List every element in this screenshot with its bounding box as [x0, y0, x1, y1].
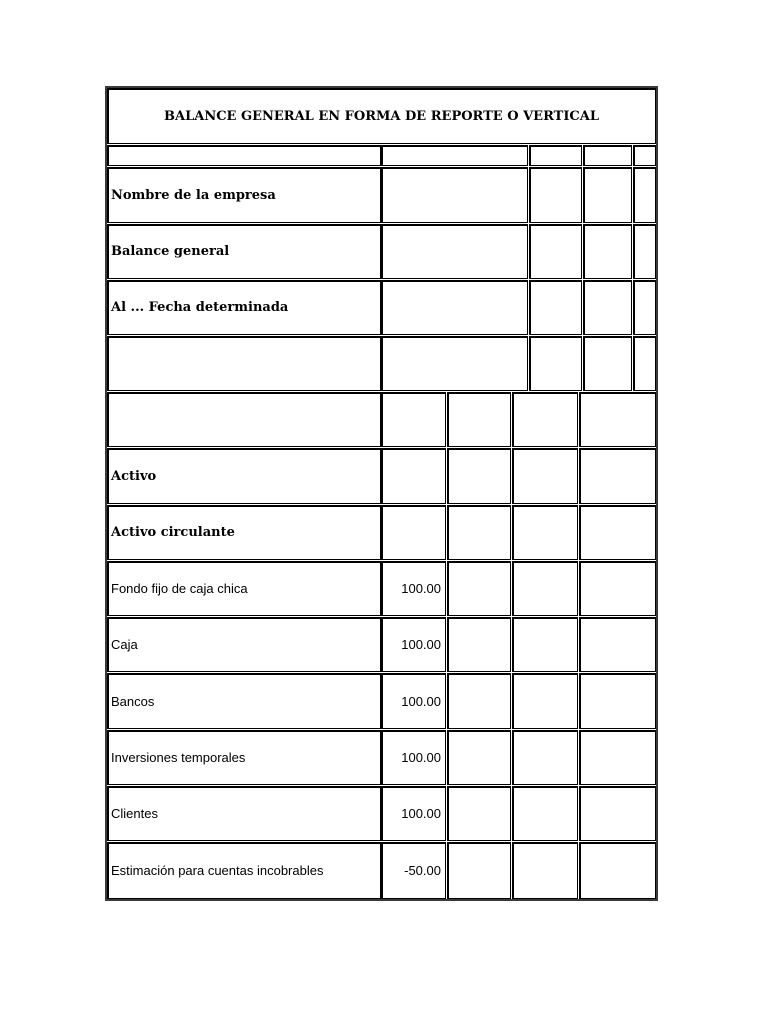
company-name-label: Nombre de la empresa	[107, 167, 381, 223]
body-row-4-col5	[579, 617, 656, 672]
statement-name-label: Balance general	[107, 224, 381, 279]
section-heading-activo-circulante: Activo circulante	[107, 505, 381, 560]
page-title: BALANCE GENERAL EN FORMA DE REPORTE O VERTICAL	[107, 88, 656, 144]
header-row-4-col4	[583, 336, 632, 391]
header-row-4-col3	[529, 336, 582, 391]
body-row-0-col4	[512, 392, 578, 447]
section-heading-activo: Activo	[107, 448, 381, 504]
body-row-1-col3	[447, 448, 511, 504]
account-amount: 100.00	[381, 730, 446, 785]
statement-date-label: Al ... Fecha determinada	[107, 280, 381, 335]
account-label: Caja	[107, 617, 381, 672]
body-row-2-amount	[381, 505, 446, 560]
header-row-3-col5	[633, 280, 656, 335]
body-row-6-col3	[447, 730, 511, 785]
header-row-3-col3	[529, 280, 582, 335]
body-row-6-col5	[579, 730, 656, 785]
body-row-7-col4	[512, 786, 578, 841]
header-row-1-col3	[529, 167, 582, 223]
body-row-1-col4	[512, 448, 578, 504]
header-row-1-col5	[633, 167, 656, 223]
header-row-4-label	[107, 336, 381, 391]
body-row-4-col4	[512, 617, 578, 672]
body-row-7-col5	[579, 786, 656, 841]
body-row-8-col4	[512, 842, 578, 899]
body-row-5-col5	[579, 673, 656, 729]
body-row-8-col3	[447, 842, 511, 899]
body-row-0-col3	[447, 392, 511, 447]
account-label: Fondo fijo de caja chica	[107, 561, 381, 616]
body-row-3-col5	[579, 561, 656, 616]
header-row-2-col4	[583, 224, 632, 279]
body-row-0-amount	[381, 392, 446, 447]
body-row-5-col4	[512, 673, 578, 729]
body-row-0-label	[107, 392, 381, 447]
body-row-2-col3	[447, 505, 511, 560]
header-row-2-col5	[633, 224, 656, 279]
account-label: Bancos	[107, 673, 381, 729]
header-row-1-col4	[583, 167, 632, 223]
body-row-5-col3	[447, 673, 511, 729]
header-row-2-col2	[381, 224, 528, 279]
body-row-7-col3	[447, 786, 511, 841]
body-row-3-col4	[512, 561, 578, 616]
body-row-3-col3	[447, 561, 511, 616]
account-amount: 100.00	[381, 561, 446, 616]
header-row-4-col5	[633, 336, 656, 391]
header-row-2-col3	[529, 224, 582, 279]
body-row-2-col4	[512, 505, 578, 560]
account-amount: 100.00	[381, 617, 446, 672]
header-row-0-col2	[381, 145, 528, 166]
body-row-0-col5	[579, 392, 656, 447]
account-amount: 100.00	[381, 673, 446, 729]
account-label: Inversiones temporales	[107, 730, 381, 785]
body-row-2-col5	[579, 505, 656, 560]
account-amount: 100.00	[381, 786, 446, 841]
account-label: Clientes	[107, 786, 381, 841]
header-row-0-col5	[633, 145, 656, 166]
header-row-0-col3	[529, 145, 582, 166]
body-row-1-amount	[381, 448, 446, 504]
body-row-1-col5	[579, 448, 656, 504]
header-row-1-col2	[381, 167, 528, 223]
account-amount: -50.00	[381, 842, 446, 899]
body-row-6-col4	[512, 730, 578, 785]
account-label: Estimación para cuentas incobrables	[107, 842, 381, 899]
body-row-4-col3	[447, 617, 511, 672]
header-row-3-col2	[381, 280, 528, 335]
header-row-4-col2	[381, 336, 528, 391]
header-row-0-col4	[583, 145, 632, 166]
header-row-3-col4	[583, 280, 632, 335]
body-row-8-col5	[579, 842, 656, 899]
header-row-0-label	[107, 145, 381, 166]
